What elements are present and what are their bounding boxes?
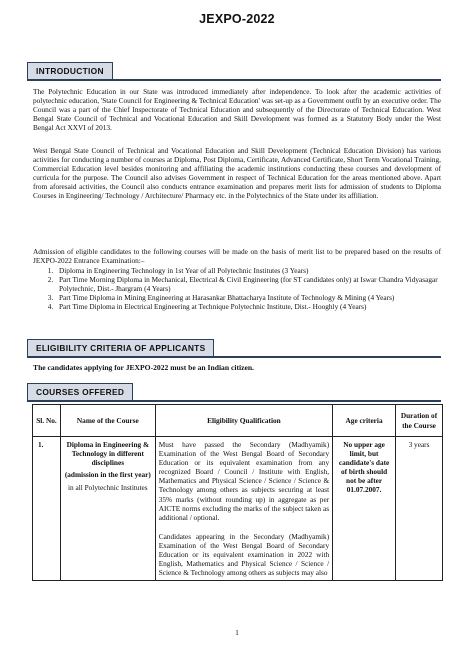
cell-age-criteria: No upper age limit, but candidate's date of birth should not be after 01.07.2007. bbox=[333, 437, 396, 581]
eligibility-heading: ELIGIBILITY CRITERIA OF APPLICANTS bbox=[27, 339, 214, 356]
table-row bbox=[33, 437, 443, 581]
list-item: 4. Part Time Diploma in Electrical Engineering at Technique Polytechnic Institute, Dist.- Hooghly (4 Years) bbox=[55, 302, 463, 311]
page-number: 1 bbox=[235, 628, 239, 637]
introduction-heading: INTRODUCTION bbox=[27, 62, 113, 79]
page-title: JEXPO-2022 bbox=[199, 12, 275, 26]
courses-heading: COURSES OFFERED bbox=[27, 383, 133, 400]
header-sl-no: Sl. No. bbox=[33, 405, 61, 437]
list-item: 1. Diploma in Engineering Technology in 1st Year of all Polytechnic Institutes (3 Years) bbox=[55, 266, 463, 275]
courses-table bbox=[32, 404, 443, 581]
cell-duration: 3 years bbox=[396, 437, 443, 581]
qualification-paragraph: Candidates appearing in the Secondary (Madhyamik) Examination of the West Bengal Board of Secondary Education or its equivalent examination in 2022 with English, Mathematics and Physical Science / Science / Science & Technology among others as subjects may also bbox=[158, 531, 330, 578]
list-item: 3. Part Time Diploma in Mining Engineering at Harasankar Bhattacharya Institute of Technology & Mining (4 Years) bbox=[55, 293, 463, 302]
cell-sl-no: 1. bbox=[33, 437, 61, 581]
course-institutes: in all Polytechnic Institutes bbox=[67, 483, 148, 493]
table-header-row bbox=[33, 405, 443, 437]
cell-course-name bbox=[60, 437, 155, 581]
course-list bbox=[33, 266, 463, 311]
introduction-paragraph-1: The Polytechnic Education in our State was introduced immediately after independence. To look after the academic activities of polytechnic education, 'State Council for Engineering & Technical Education' was set-up as a Government outfit by an executive order. The Council was a part of the Chief Inspectorate of Technical Education and subsequently of the Directorate of Technical Education. West Bengal State Council of Technical and Vocational Education and Skill Development was formed as a Statutory Body under the West Bengal Act XXVI of 2013. bbox=[33, 87, 441, 133]
course-name: Diploma in Engineering & Technology in different disciplines bbox=[66, 440, 150, 468]
introduction-paragraph-2: West Bengal State Council of Technical and Vocational Education and Skill Development (Technical Education Division) has various activities for conducting a number of courses at Diploma, Post Diploma, Certificate, Advanced Certificate, Short Term Vocational Training, Commercial Education level besides monitoring and affiliating the academic institutions conducting these courses and development of curricula for the purpose. The Council also advises Government in respect of Technical Education for the areas mentioned above. Apart from aforesaid activities, the Council also conducts entrance examination and prepares merit lists for admission of students to Diploma Courses in Engineering/ Technology / Architecture/ Pharmacy etc. in the Polytechnics of the State under its affiliation. bbox=[33, 146, 441, 201]
header-age: Age criteria bbox=[333, 405, 396, 437]
introduction-paragraph-3: Admission of eligible candidates to the following courses will be made on the basis of merit list to be prepared based on the results of JEXPO-2022 Entrance Examination:– bbox=[33, 247, 441, 266]
course-admission: (admission in the first year) bbox=[64, 470, 151, 480]
introduction-section-header bbox=[27, 61, 441, 81]
header-duration: Duration of the Course bbox=[396, 405, 443, 437]
courses-section-header bbox=[27, 382, 441, 402]
header-eligibility: Eligibility Qualification bbox=[155, 405, 332, 437]
qualification-paragraph: Must have passed the Secondary (Madhyamik) Examination of the West Bengal Board of Secondary Education or its equivalent examination from any recognized Board / Council / Institute with English, Mathematics and Physical Science / Science / Science & Technology among others as subjects securing at least 35% marks (without rounding up) in aggregate as per AICTE norms excluding the marks of the subject taken as additional / optional. bbox=[158, 440, 330, 522]
list-item: 2. Part Time Morning Diploma in Mechanical, Electrical & Civil Engineering (for ST candidates only) at Iswar Chandra Vidyasagar Polytechnic, Dist.- Jhargram (4 Years) bbox=[55, 275, 463, 293]
eligibility-text: The candidates applying for JEXPO-2022 must be an Indian citizen. bbox=[33, 363, 254, 372]
header-course-name: Name of the Course bbox=[60, 405, 155, 437]
cell-eligibility bbox=[155, 437, 332, 581]
eligibility-section-header bbox=[27, 338, 441, 358]
